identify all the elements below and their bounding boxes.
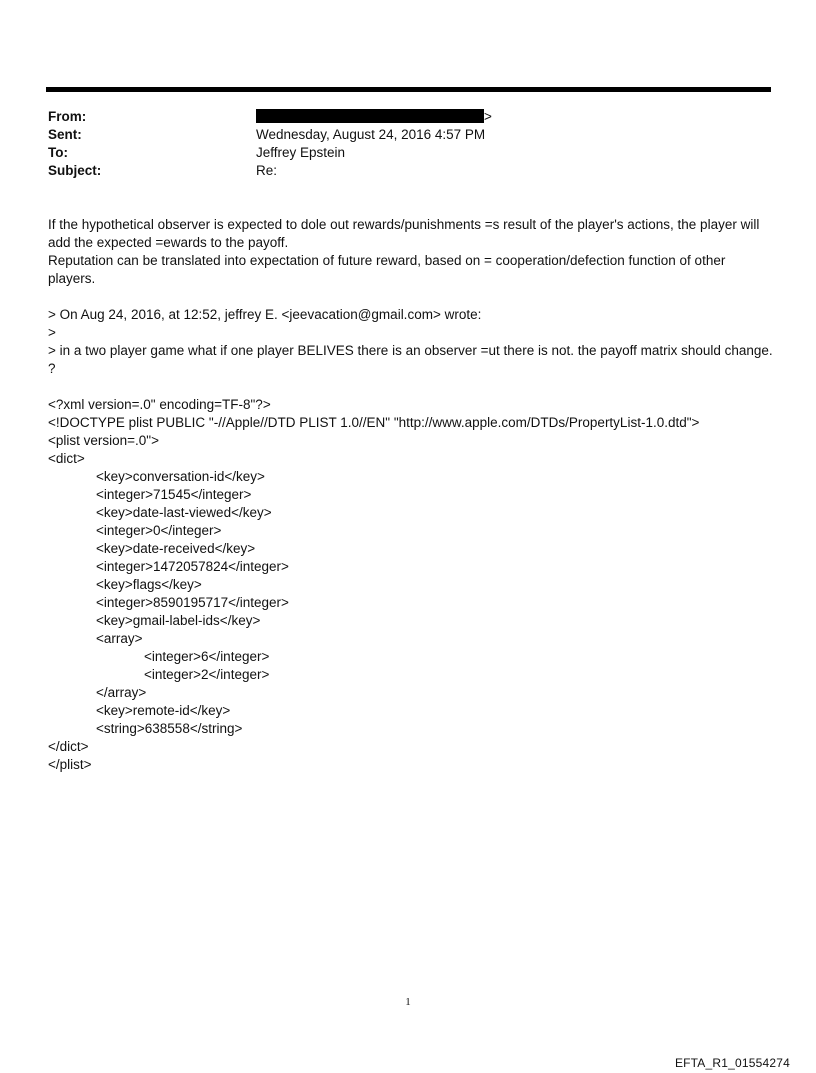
xml-line-16: <integer>2</integer> bbox=[144, 667, 270, 682]
xml-line-18: <key>remote-id</key> bbox=[96, 703, 231, 718]
body-paragraph-2: Reputation can be translated into expectation of future reward, based on = cooperation/defection function of other players. bbox=[48, 253, 726, 286]
to-label: To: bbox=[48, 145, 68, 160]
xml-line-11: <key>flags</key> bbox=[96, 577, 202, 592]
from-value bbox=[256, 108, 492, 126]
quote-line-2: > bbox=[48, 325, 56, 340]
email-body bbox=[48, 216, 773, 774]
xml-line-20: </dict> bbox=[48, 739, 89, 754]
sent-value: Wednesday, August 24, 2016 4:57 PM bbox=[256, 127, 486, 142]
xml-line-5: <key>conversation-id</key> bbox=[96, 469, 265, 484]
xml-line-14: <array> bbox=[96, 631, 143, 646]
sent-label: Sent: bbox=[48, 127, 82, 142]
xml-line-13: <key>gmail-label-ids</key> bbox=[96, 613, 261, 628]
xml-line-17: </array> bbox=[96, 685, 147, 700]
xml-line-19: <string>638558</string> bbox=[96, 721, 243, 736]
to-row bbox=[48, 144, 768, 162]
document-id: EFTA_R1_01554274 bbox=[674, 1056, 790, 1070]
from-suffix: > bbox=[484, 109, 492, 124]
to-value: Jeffrey Epstein bbox=[256, 145, 346, 160]
top-rule bbox=[46, 87, 771, 92]
xml-line-2: <!DOCTYPE plist PUBLIC "-//Apple//DTD PLIST 1.0//EN" "http://www.apple.com/DTDs/PropertyList-1.0.dtd"> bbox=[48, 415, 700, 430]
quote-line-1: > On Aug 24, 2016, at 12:52, jeffrey E. <jeevacation@gmail.com> wrote: bbox=[48, 307, 482, 322]
subject-row bbox=[48, 162, 768, 180]
xml-line-6: <integer>71545</integer> bbox=[96, 487, 252, 502]
sent-row bbox=[48, 126, 768, 144]
redaction-box bbox=[256, 109, 484, 123]
from-row bbox=[48, 108, 768, 126]
xml-line-3: <plist version=.0"> bbox=[48, 433, 159, 448]
xml-line-8: <integer>0</integer> bbox=[96, 523, 222, 538]
xml-line-1: <?xml version=.0" encoding=TF-8"?> bbox=[48, 397, 271, 412]
page-number: 1 bbox=[405, 996, 411, 1008]
xml-line-9: <key>date-received</key> bbox=[96, 541, 256, 556]
subject-value: Re: bbox=[256, 163, 278, 178]
xml-line-21: </plist> bbox=[48, 757, 92, 772]
xml-line-15: <integer>6</integer> bbox=[144, 649, 270, 664]
from-label: From: bbox=[48, 109, 87, 124]
xml-line-12: <integer>8590195717</integer> bbox=[96, 595, 289, 610]
xml-line-4: <dict> bbox=[48, 451, 85, 466]
xml-line-10: <integer>1472057824</integer> bbox=[96, 559, 289, 574]
subject-label: Subject: bbox=[48, 163, 102, 178]
xml-line-7: <key>date-last-viewed</key> bbox=[96, 505, 272, 520]
quote-line-3: > in a two player game what if one player BELIVES there is an observer =ut there is not. the payoff matrix should change. ? bbox=[48, 343, 773, 376]
email-header bbox=[48, 108, 768, 180]
body-paragraph-1: If the hypothetical observer is expected to dole out rewards/punishments =s result of the player's actions, the player will add the expected =ewards to the payoff. bbox=[48, 217, 760, 250]
